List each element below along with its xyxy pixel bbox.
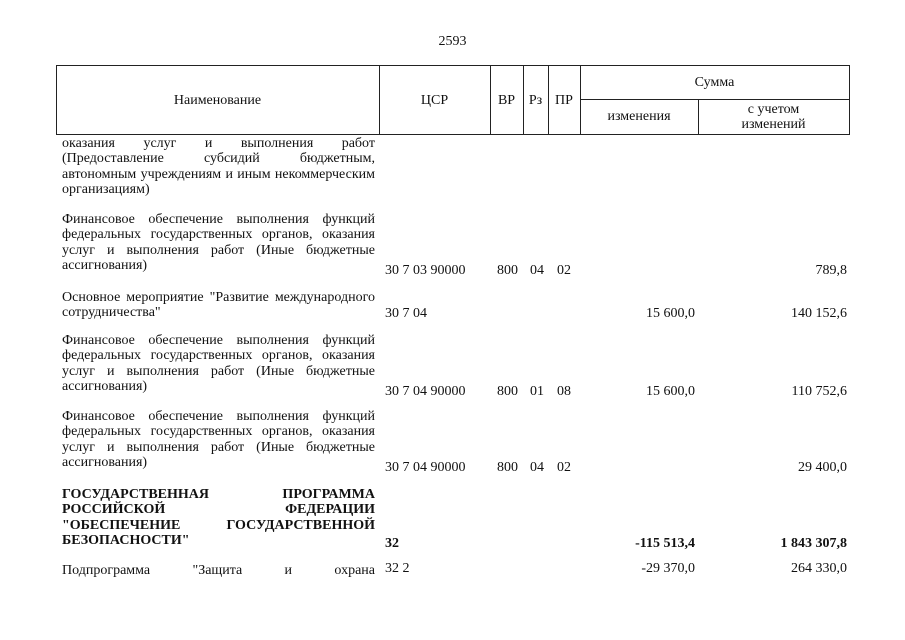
row-csr: 30 7 04 90000 bbox=[385, 384, 466, 399]
row-rz: 01 bbox=[530, 384, 544, 399]
header-with-changes: с учетом изменений bbox=[741, 101, 806, 132]
row-change: -115 513,4 bbox=[635, 536, 695, 551]
header-border-right bbox=[849, 66, 850, 134]
header-sum: Сумма bbox=[694, 75, 735, 90]
row-pr: 02 bbox=[557, 460, 571, 475]
row-total: 264 330,0 bbox=[791, 561, 847, 576]
row-pr: 08 bbox=[557, 384, 571, 399]
row-name: Финансовое обеспечение выполнения функций федеральных государственных органов, оказания услуг и выполнения работ (Иные бюджетные ассигнования) bbox=[62, 212, 375, 274]
row-name: Финансовое обеспечение выполнения функций федеральных государственных органов, оказания услуг и выполнения работ (Иные бюджетные ассигнования) bbox=[62, 333, 375, 395]
row-total: 1 843 307,8 bbox=[780, 536, 847, 551]
header-vr: ВР bbox=[497, 92, 516, 108]
row-vr: 800 bbox=[497, 460, 518, 475]
header-csr: ЦСР bbox=[420, 92, 449, 108]
row-vr: 800 bbox=[497, 384, 518, 399]
row-total: 789,8 bbox=[815, 263, 847, 278]
table-header bbox=[56, 65, 850, 135]
row-pr: 02 bbox=[557, 263, 571, 278]
header-rz: Рз bbox=[528, 92, 543, 108]
page-number: 2593 bbox=[438, 34, 467, 49]
row-csr: 30 7 04 bbox=[385, 306, 427, 321]
row-change: 15 600,0 bbox=[646, 384, 695, 399]
row-csr: 32 2 bbox=[385, 561, 410, 576]
row-rz: 04 bbox=[530, 263, 544, 278]
row-name: Основное мероприятие "Развитие международного сотрудничества" bbox=[62, 290, 375, 321]
row-total: 140 152,6 bbox=[791, 306, 847, 321]
row-csr: 30 7 04 90000 bbox=[385, 460, 466, 475]
row-vr: 800 bbox=[497, 263, 518, 278]
row-change: 15 600,0 bbox=[646, 306, 695, 321]
row-name: оказания услуг и выполнения работ (Предоставление субсидий бюджетным, автономным учреждениям и иным некоммерческим организациям) bbox=[62, 136, 375, 198]
row-csr: 30 7 03 90000 bbox=[385, 263, 466, 278]
row-rz: 04 bbox=[530, 460, 544, 475]
row-name: ГОСУДАРСТВЕННАЯ ПРОГРАММА РОССИЙСКОЙ ФЕДЕРАЦИИ "ОБЕСПЕЧЕНИЕ ГОСУДАРСТВЕННОЙ БЕЗОПАСНОСТИ" bbox=[62, 487, 375, 549]
row-name: Подпрограмма "Защита и охрана bbox=[62, 563, 375, 578]
row-change: -29 370,0 bbox=[641, 561, 695, 576]
header-name: Наименование bbox=[173, 92, 262, 108]
row-total: 29 400,0 bbox=[798, 460, 847, 475]
header-changes: изменения bbox=[607, 109, 671, 124]
row-total: 110 752,6 bbox=[791, 384, 847, 399]
row-name: Финансовое обеспечение выполнения функций федеральных государственных органов, оказания услуг и выполнения работ (Иные бюджетные ассигнования) bbox=[62, 409, 375, 471]
header-pr: ПР bbox=[555, 92, 573, 108]
row-csr: 32 bbox=[385, 536, 399, 551]
